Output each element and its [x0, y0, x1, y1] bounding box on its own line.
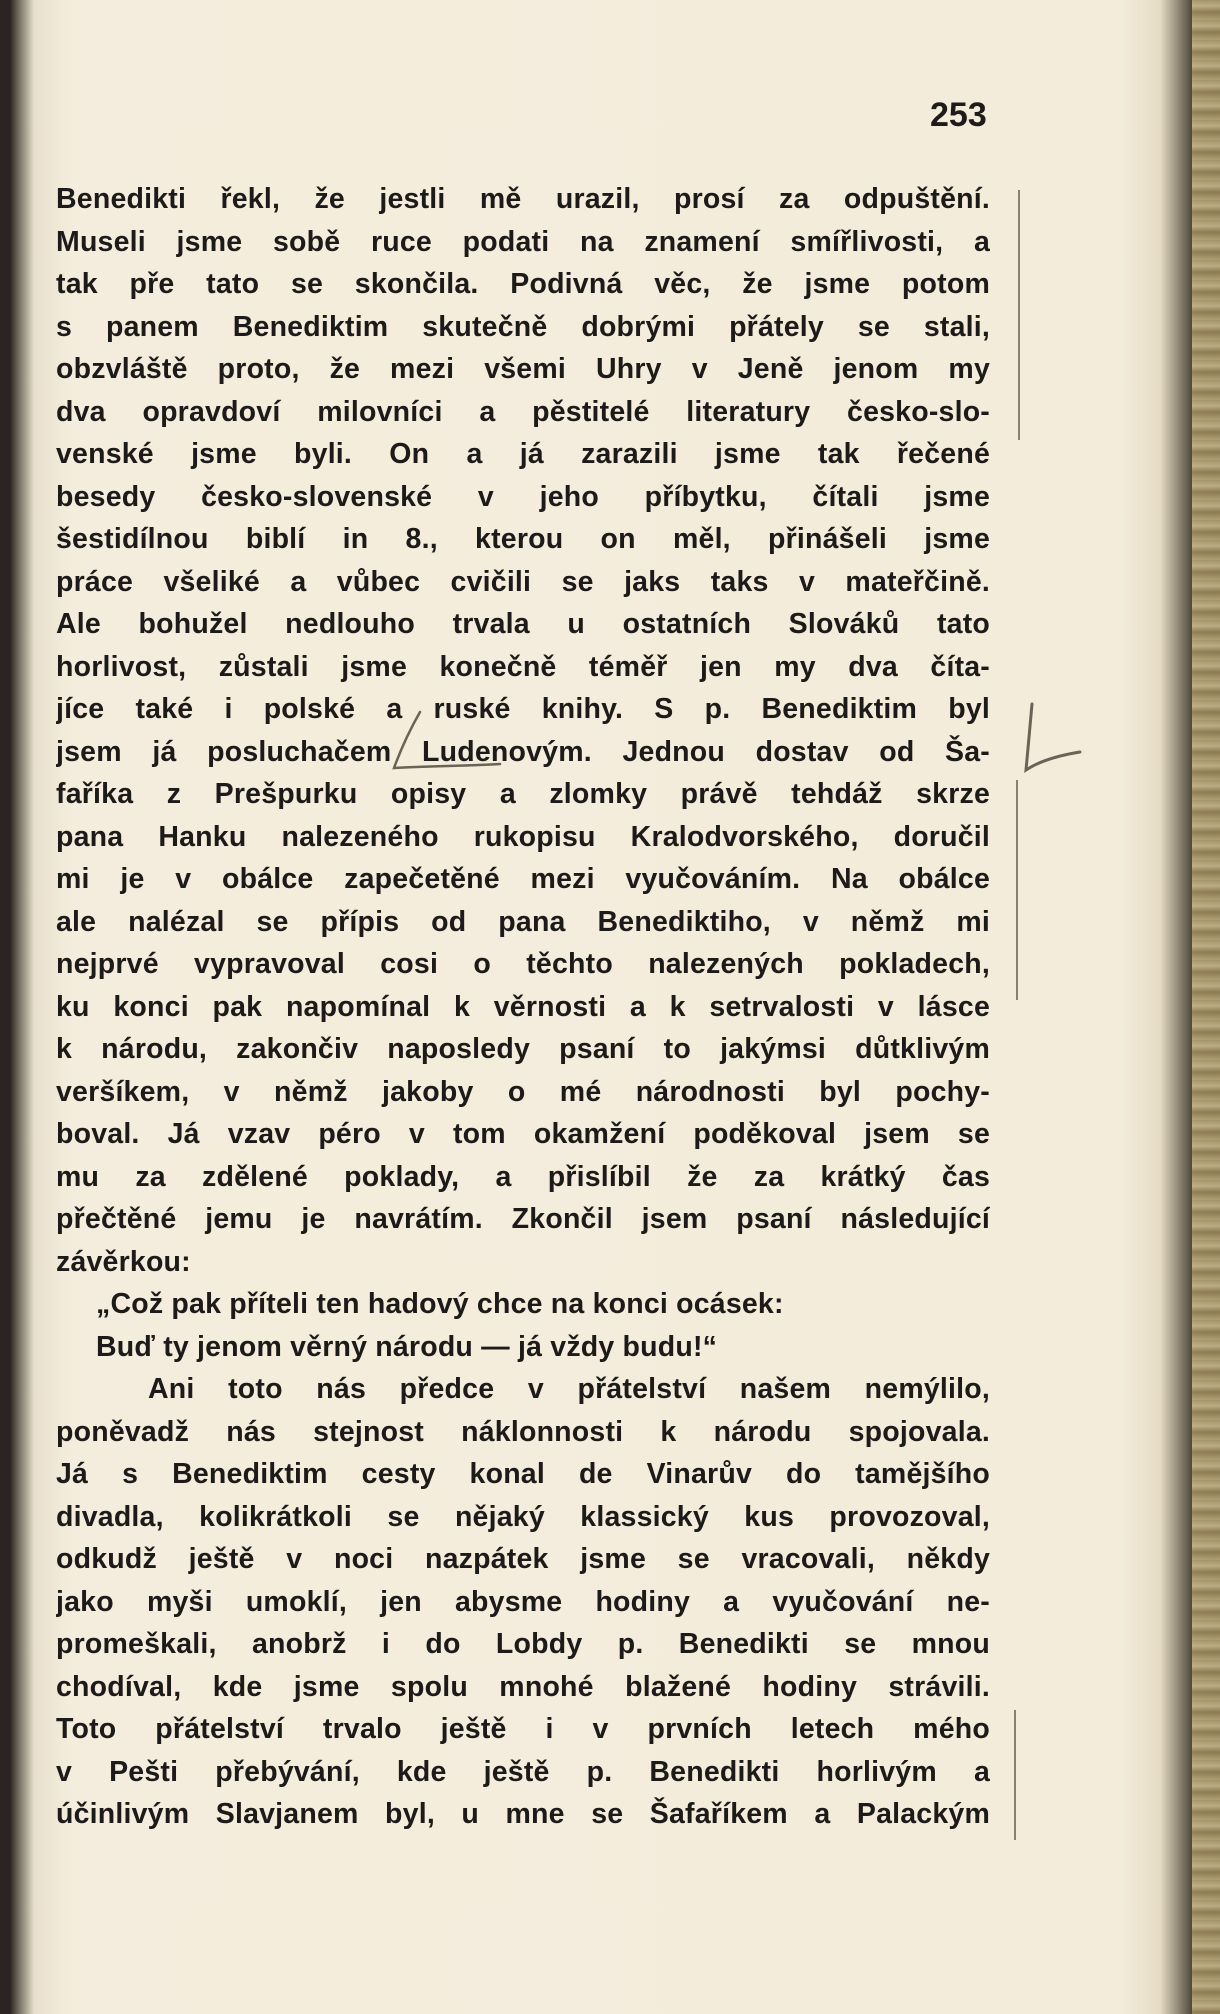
text-line: besedy česko-slovenské v jeho příbytku, čítali jsme — [56, 480, 990, 513]
pencil-margin-rule — [1018, 190, 1020, 440]
text-line: mi je v obálce zapečetěné mezi vyučováním. Na obálce — [56, 863, 990, 895]
text-line: tak pře tato se skončila. Podivná věc, že jsme potom — [56, 268, 990, 300]
pencil-margin-rule — [1014, 1710, 1016, 1840]
text-line: odkudž ještě v noci nazpátek jsme se vracovali, někdy — [56, 1543, 990, 1575]
text-line: mu za zdělené poklady, a přislíbil že za krátký čas — [56, 1160, 990, 1193]
text-line: boval. Já vzav péro v tom okamžení poděkoval jsem se — [56, 1118, 990, 1150]
text-line: jíce také i polské a ruské knihy. S p. Benediktim byl — [56, 693, 990, 725]
text-line: dva opravdoví milovníci a pěstitelé literatury česko-slo- — [56, 395, 990, 428]
text-line: s panem Benediktim skutečně dobrými přátely se stali, — [56, 310, 990, 343]
text-line: poněvadž nás stejnost náklonnosti k národu spojovala. — [56, 1415, 990, 1448]
text-line: ku konci pak napomínal k věrnosti a k setrvalosti v lásce — [56, 990, 990, 1023]
body-text — [56, 178, 990, 1836]
text-line: venské jsme byli. On a já zarazili jsme tak řečené — [56, 438, 990, 470]
text-line: pana Hanku nalezeného rukopisu Kralodvorského, doručil — [56, 820, 990, 853]
text-line: jsem já posluchačem Ludenovým. Jednou dostav od Ša- — [56, 735, 990, 768]
verse-line: „Což pak příteli ten hadový chce na konci ocásek: — [96, 1288, 784, 1320]
text-line: obzvláště proto, že mezi všemi Uhry v Jeně jenom my — [56, 353, 990, 385]
pencil-margin-mark — [1010, 700, 1090, 780]
text-line: faříka z Prešpurku opisy a zlomky právě tehdáž skrze — [56, 778, 990, 810]
text-line: Benedikti řekl, že jestli mě urazil, prosí za odpuštění. — [56, 183, 990, 215]
text-line: jako myši umoklí, jen abysme hodiny a vyučování ne- — [56, 1585, 990, 1618]
page-number: 253 — [930, 96, 987, 134]
pencil-underline-mark — [350, 706, 510, 776]
text-line: Toto přátelství trvalo ještě i v prvních letech mého — [56, 1713, 990, 1745]
text-line: závěrkou: — [56, 1245, 191, 1278]
verse-line: Buď ty jenom věrný národu — já vždy budu!“ — [96, 1330, 718, 1363]
text-line: nejprvé vypravoval cosi o těchto nalezených pokladech, — [56, 948, 990, 980]
text-line: divadla, kolikrátkoli se nějaký klassický kus provozoval, — [56, 1500, 990, 1533]
text-line: práce všeliké a vůbec cvičili se jaks taks v mateřčině. — [56, 565, 990, 598]
text-line: přečtěné jemu je navrátím. Zkončil jsem psaní následující — [56, 1203, 990, 1235]
text-line: Já s Benediktim cesty konal de Vinarův do tamějšího — [56, 1458, 990, 1490]
text-line: veršíkem, v němž jakoby o mé národnosti byl pochy- — [56, 1075, 990, 1108]
text-line: v Pešti přebývání, kde ještě p. Benedikti horlivým a — [56, 1755, 990, 1788]
text-line: Ani toto nás předce v přátelství našem nemýlilo, — [148, 1373, 990, 1405]
text-line: chodíval, kde jsme spolu mnohé blažené hodiny strávili. — [56, 1670, 990, 1703]
text-line: k národu, zakončiv naposledy psaní to jakýmsi důtklivým — [56, 1033, 990, 1065]
text-line: účinlivým Slavjanem byl, u mne se Šafaříkem a Palackým — [56, 1798, 990, 1830]
text-line: šestidílnou biblí in 8., kterou on měl, přinášeli jsme — [56, 523, 990, 555]
text-line: Ale bohužel nedlouho trvala u ostatních Slováků tato — [56, 608, 990, 640]
text-line: ale nalézal se přípis od pana Benediktiho, v němž mi — [56, 905, 990, 938]
pencil-margin-rule — [1016, 780, 1018, 1000]
text-line: promeškali, anobrž i do Lobdy p. Benedikti se mnou — [56, 1628, 990, 1660]
text-line: horlivost, zůstali jsme konečně téměř jen my dva číta- — [56, 650, 990, 683]
book-binding-edge — [1192, 0, 1220, 2014]
text-line: Museli jsme sobě ruce podati na znamení smířlivosti, a — [56, 225, 990, 258]
